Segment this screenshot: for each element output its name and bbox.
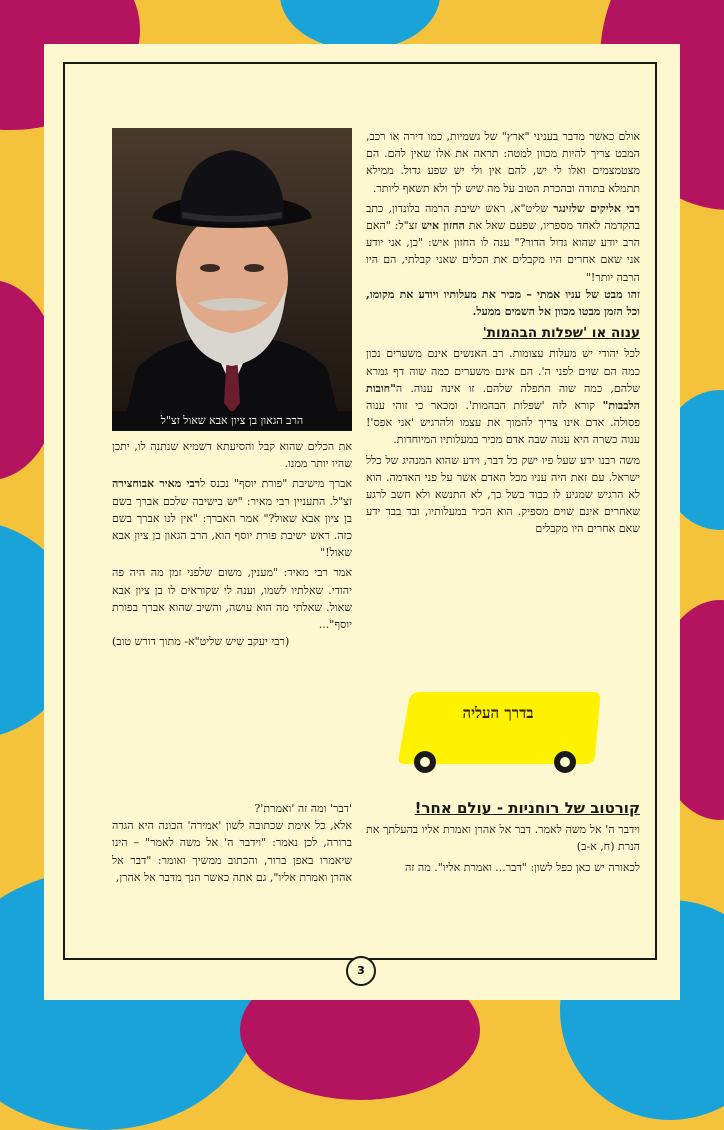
photo-caption: הרב הגאון בן ציון אבא שאול זצ"ל: [112, 411, 352, 431]
paragraph: וידבר ה' אל משה לאמר. דבר אל אהרן ואמרת אליו בהעלתך את הנרת (ח, א-ב): [366, 823, 640, 854]
bold-paragraph: [366, 286, 640, 320]
paragraph: אלא, כל אימת שכתובה לשון 'אמירה' הכונה היא הגדה ברורה, לכן נאמר: "וידבר ה' אל משה לאמר" – הינו שיאמרו באפן ברור, והכתוב ממשיך ואומר: "דבר אל אהרן ואמרת אליו", גם אתה כאשר הנך מדבר אל אהרן,: [112, 819, 352, 884]
article-right: [366, 800, 640, 876]
name-highlight: רבי אליקים שלזינגר: [553, 201, 640, 215]
blue-blob-top: [280, 0, 440, 50]
text: שליט"א, ראש ישיבת הרמה בלונדון, כתב בהקדמה לאחד מספריו, שפעם שאל את: [366, 201, 640, 233]
paragraph: לכאורה יש כאן כפל לשון: "דבר... ואמרת אליו". מה זה: [405, 860, 640, 874]
portrait-illustration: [112, 128, 352, 431]
paragraph: משה רבנו ידע שעל פיו ישק כל דבר, וידע שהוא המנהיג של כלל ישראל. עם זאת היה עניו מכל האדם אשר על פני האדמה. הוא לא הרגיש שמגיע לו כבוד בשל כך, לא התנשא ולא חשב לרגע שאחרים אינם שוים מספיק. הוא הכיר במעלותיו, ובד בבד ידע שאם אחרים היו מקבלים: [366, 453, 640, 536]
book-name: "חובות הלבבות": [366, 381, 640, 413]
paragraph: [366, 345, 640, 448]
text: לכל יהודי יש מעלות עצומות. רב האנשים אינם משערים נכון כמה הם שוים לפני ה'. הם אינם משערים כמה שוה דף גמרא שלהם, כמה שוה התפלה שלהם. זו אינה ענוה. ה: [366, 347, 640, 395]
rabbi-photo: [112, 128, 352, 431]
paragraph: [366, 200, 640, 286]
bus-icon: [395, 688, 607, 780]
paragraph: את הכלים שהוא קבל והסיעתא דשמיא שנתנה לו, יתכן שהיו יותר ממנו.: [112, 440, 352, 471]
name-highlight: רבי מאיר אבוחצירה: [112, 477, 201, 491]
left-column: [112, 438, 352, 650]
bold-text: זהו מבט של עניו אמתי – מכיר את מעלותיו ויודע את מקומו, וכל הזמן מבטו מכוון אל השמים ממעל.: [366, 287, 640, 319]
article-title: קורטוב של רוחניות - עולם אחר!: [414, 799, 640, 817]
section-title: ענוה או 'שפלות הבהמות': [482, 325, 640, 342]
paragraph: 'דבר' ומה זה 'ואמרת'?: [254, 802, 352, 815]
paragraph: [112, 475, 352, 561]
right-column: [366, 128, 640, 538]
page-number: 3: [346, 956, 376, 986]
article-left: [112, 800, 352, 886]
bus-label: בדרך העליה: [462, 704, 534, 722]
text: אברך מישיבת "פורת יוסף" נכנס ל: [200, 477, 353, 491]
paragraph: אמר רבי מאיר: "מענין, משום שלפני זמן מה היה פה יהודי. שאלתיו לשמו, וענה לי שקוראים לו בן ציון אבא שאול. שאלתי מה הוא עושה, והשיב שהוא אברך בפורת יוסף"...: [112, 566, 352, 632]
paragraph: אולם כאשר מדבר בעניני "ארץ" של גשמיות, כמו דירה או רכב, המבט צריך להיות מכוון למטה: תראה את אלו שאין להם. הם מצטמצמים ואלו לי יש, להם אין ולי יש שפע גדול. ממילא תתמלא בתודה ובהכרת הטוב על מה שיש לך ולא תשאף ליותר.: [366, 130, 640, 195]
text: זצ"ל. התעניין רבי מאיר: "יש בישיבה שלכם אברך בשם בן ציון אבא שאול?" אמר האברך: "אין לנו אברך בשם כזה. ראש ישיבת פורת יוסף הוא, הרב הגאון בן ציון אבא שאול!": [112, 494, 352, 560]
source-citation: (רבי יעקב שיש שליט"א- מתוך דורש טוב): [112, 635, 290, 649]
text: זצ"ל: "האם הרב יודע שהוא גדול הדור?" ענה לו החזון איש: "כן, אני יודע אני שאם אחרים היו מקבלים את הכלים שאני קבלתי, הם היו הרבה יותר!": [366, 219, 640, 284]
name-highlight: החזון איש: [421, 219, 465, 233]
text: קורא לזה 'שפלות הבהמות'. ומכאר כי זוהי ענוה פסולה. אדם אינו צריך להמוך את עצמו ולהרגיש 'אני אפס'! ענוה כשרה היא ענוה שבה אדם מכיר במעלותיו המיוחדות.: [366, 399, 640, 447]
